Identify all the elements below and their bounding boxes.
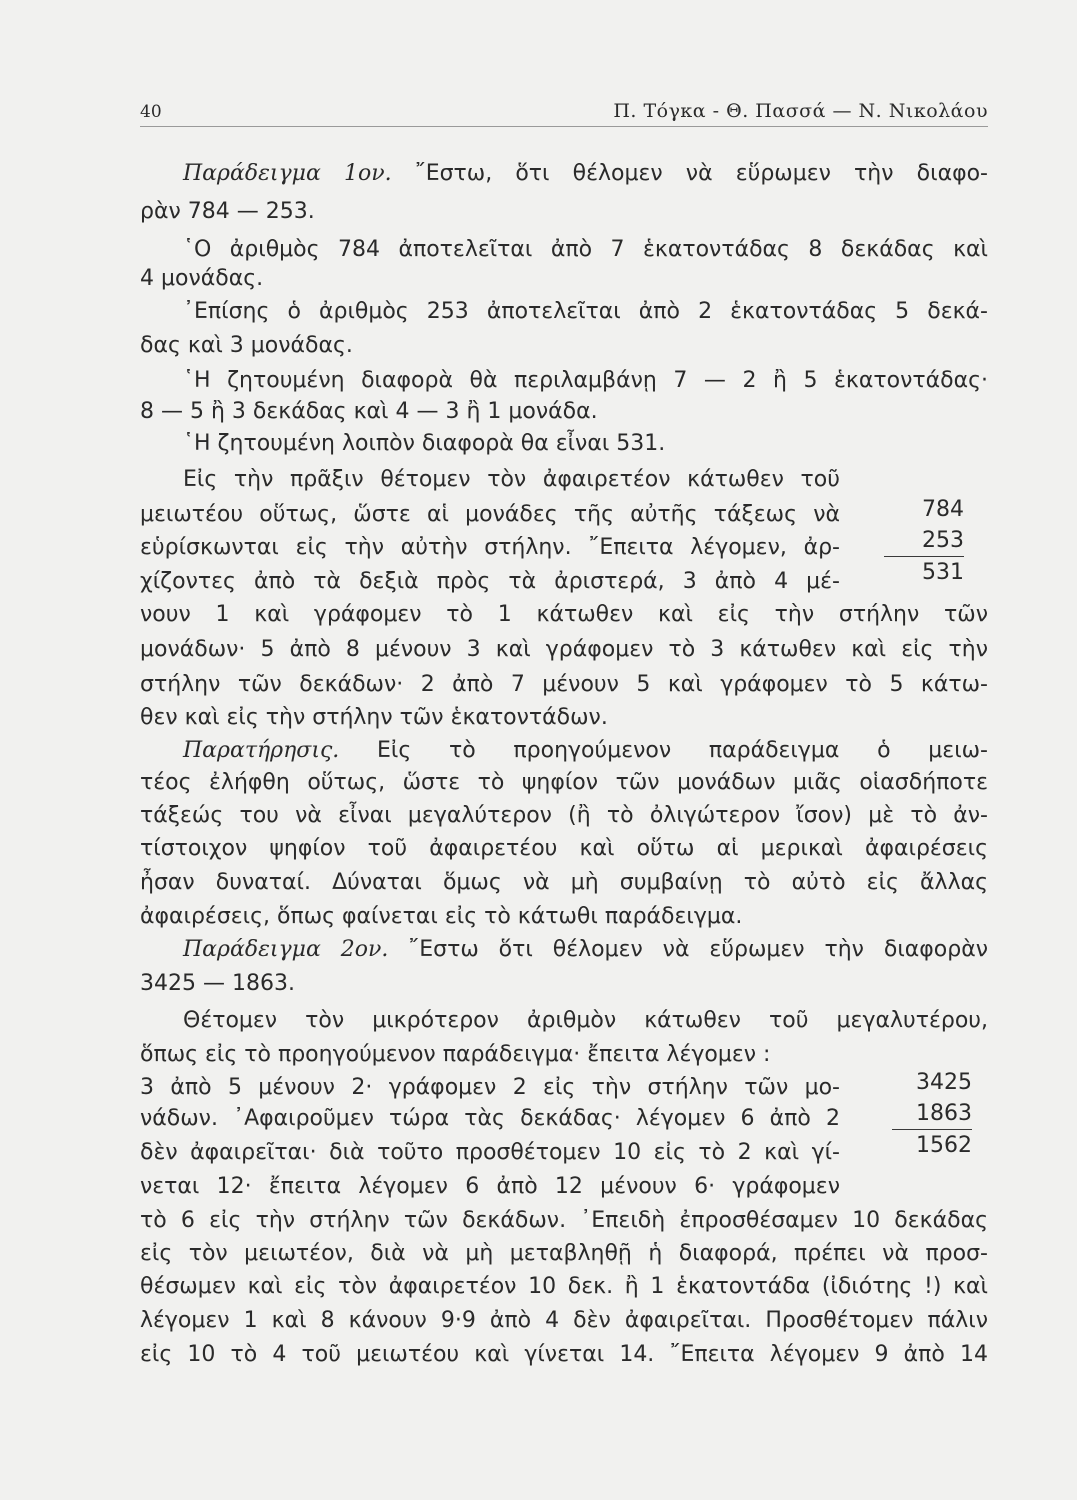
text-line: Εἰς τὴν πρᾶξιν θέτομεν τὸν ἀφαιρετέον κάτωθεν τοῦ <box>183 467 840 492</box>
text-line: τίστοιχον ψηφίον τοῦ ἀφαιρετέου καὶ οὕτω αἱ μερικαὶ ἀφαιρέσεις <box>140 836 988 861</box>
text-line: ἦσαν δυναταί. Δύναται ὅμως νὰ μὴ συμβαίνῃ τὸ αὐτὸ εἰς ἄλλας <box>140 870 988 895</box>
running-head: Π. Τόγκα - Θ. Πασσά — Ν. Νικολάου <box>613 100 988 122</box>
text-line: θεν καὶ εἰς τὴν στήλην τῶν ἑκατοντάδων. <box>140 705 608 730</box>
text-line: θέσωμεν καὶ εἰς τὸν ἀφαιρετέον 10 δεκ. ἢ 1 ἑκατοντάδα (ἰδιότης !) καὶ <box>140 1274 988 1299</box>
text-line: χίζοντες ἀπὸ τὰ δεξιὰ πρὸς τὰ ἀριστερά, 3 ἀπὸ 4 μέ- <box>140 569 840 594</box>
text-line: ῾Η ζητουμένη λοιπὸν διαφορὰ θα εἶναι 531. <box>183 431 666 456</box>
text-line: νουν 1 καὶ γράφομεν τὸ 1 κάτωθεν καὶ εἰς τὴν στήλην τῶν <box>140 602 988 627</box>
text-line: εἰς τὸν μειωτέον, διὰ νὰ μὴ μεταβληθῇ ἡ διαφορά, πρέπει νὰ προσ- <box>140 1241 988 1266</box>
text-line: ρὰν 784 — 253. <box>140 199 315 224</box>
text-line: ᾿Επίσης ὁ ἀριθμὸς 253 ἀποτελεῖται ἀπὸ 2 ἑκατοντάδας 5 δεκά- <box>183 299 988 324</box>
text-line: Θέτομεν τὸν μικρότερον ἀριθμὸν κάτωθεν τοῦ μεγαλυτέρου, <box>183 1008 988 1033</box>
text-line: Παρατήρησις. Εἰς τὸ προηγούμενον παράδειγμα ὁ μειω- <box>183 738 988 763</box>
minuend: 784 <box>922 497 964 522</box>
text-line: μονάδων· 5 ἀπὸ 8 μένουν 3 καὶ γράφομεν τὸ 3 κάτωθεν καὶ εἰς τὴν <box>140 637 988 662</box>
text-line: δὲν ἀφαιρεῖται· διὰ τοῦτο προσθέτομεν 10 εἰς τὸ 2 καὶ γί- <box>140 1140 840 1165</box>
difference: 1562 <box>916 1133 972 1158</box>
text-line: 4 μονάδας. <box>140 266 264 291</box>
text-line: δας καὶ 3 μονάδας. <box>140 333 353 358</box>
text-line: εὑρίσκωνται εἰς τὴν αὐτὴν στήλην. ῎Επειτα λέγομεν, ἀρ- <box>140 535 840 560</box>
text-line: Παράδειγμα 2ον. ῎Εστω ὅτι θέλομεν νὰ εὕρωμεν τὴν διαφορὰν <box>183 937 988 962</box>
text-line: 3425 — 1863. <box>140 971 295 996</box>
text-line: 3 ἀπὸ 5 μένουν 2· γράφομεν 2 εἰς τὴν στήλην τῶν μο- <box>140 1075 840 1100</box>
text-line: νάδων. ᾿Αφαιροῦμεν τώρα τὰς δεκάδας· λέγομεν 6 ἀπὸ 2 <box>140 1106 840 1131</box>
text-line: ὅπως εἰς τὸ προηγούμενον παράδειγμα· ἔπειτα λέγομεν : <box>140 1042 771 1067</box>
page-header <box>140 96 988 127</box>
text-line: τέος ἐλήφθη οὕτως, ὥστε τὸ ψηφίον τῶν μονάδων μιᾶς οἱασδήποτε <box>140 770 988 795</box>
example-label: Παράδειγμα 2ον. <box>183 937 389 962</box>
subtrahend: 1863 <box>892 1098 972 1130</box>
example-label: Παράδειγμα 1ον. <box>183 161 392 186</box>
text-line: 8 — 5 ἢ 3 δεκάδας καὶ 4 — 3 ἢ 1 μονάδα. <box>140 399 598 424</box>
text-line: ῾Η ζητουμένη διαφορὰ θὰ περιλαμβάνῃ 7 — 2 ἢ 5 ἑκατοντάδας· <box>183 368 988 393</box>
subtrahend: 253 <box>884 525 964 557</box>
text-line: στήλην τῶν δεκάδων· 2 ἀπὸ 7 μένουν 5 καὶ γράφομεν τὸ 5 κάτω- <box>140 672 988 697</box>
text-line: Παράδειγμα 1ον. ῎Εστω, ὅτι θέλομεν νὰ εὕρωμεν τὴν διαφο- <box>183 161 988 186</box>
page-number: 40 <box>140 102 162 122</box>
text-line: τὸ 6 εἰς τὴν στήλην τῶν δεκάδων. ᾿Επειδὴ ἐπροσθέσαμεν 10 δεκάδας <box>140 1208 988 1233</box>
text-line: ῾Ο ἀριθμὸς 784 ἀποτελεῖται ἀπὸ 7 ἑκατοντάδας 8 δεκάδας καὶ <box>183 237 988 262</box>
text-line: τάξεώς του νὰ εἶναι μεγαλύτερον (ἢ τὸ ὀλιγώτερον ἴσον) μὲ τὸ ἀν- <box>140 803 988 828</box>
text-line: εἰς 10 τὸ 4 τοῦ μειωτέου καὶ γίνεται 14. ῎Επειτα λέγομεν 9 ἀπὸ 14 <box>140 1342 988 1367</box>
text-line: λέγομεν 1 καὶ 8 κάνουν 9·9 ἀπὸ 4 δὲν ἀφαιρεῖται. Προσθέτομεν πάλιν <box>140 1308 988 1333</box>
remark-label: Παρατήρησις. <box>183 738 340 763</box>
text-line: ἀφαιρέσεις, ὅπως φαίνεται εἰς τὸ κάτωθι παράδειγμα. <box>140 904 743 929</box>
subtraction-example-2 <box>892 1067 972 1161</box>
difference: 531 <box>922 560 964 585</box>
minuend: 3425 <box>916 1070 972 1095</box>
subtraction-example-1 <box>884 494 964 588</box>
text-line: νεται 12· ἔπειτα λέγομεν 6 ἀπὸ 12 μένουν 6· γράφομεν <box>140 1174 840 1199</box>
text-line: μειωτέου οὕτως, ὥστε αἱ μονάδες τῆς αὐτῆς τάξεως νὰ <box>140 502 840 527</box>
